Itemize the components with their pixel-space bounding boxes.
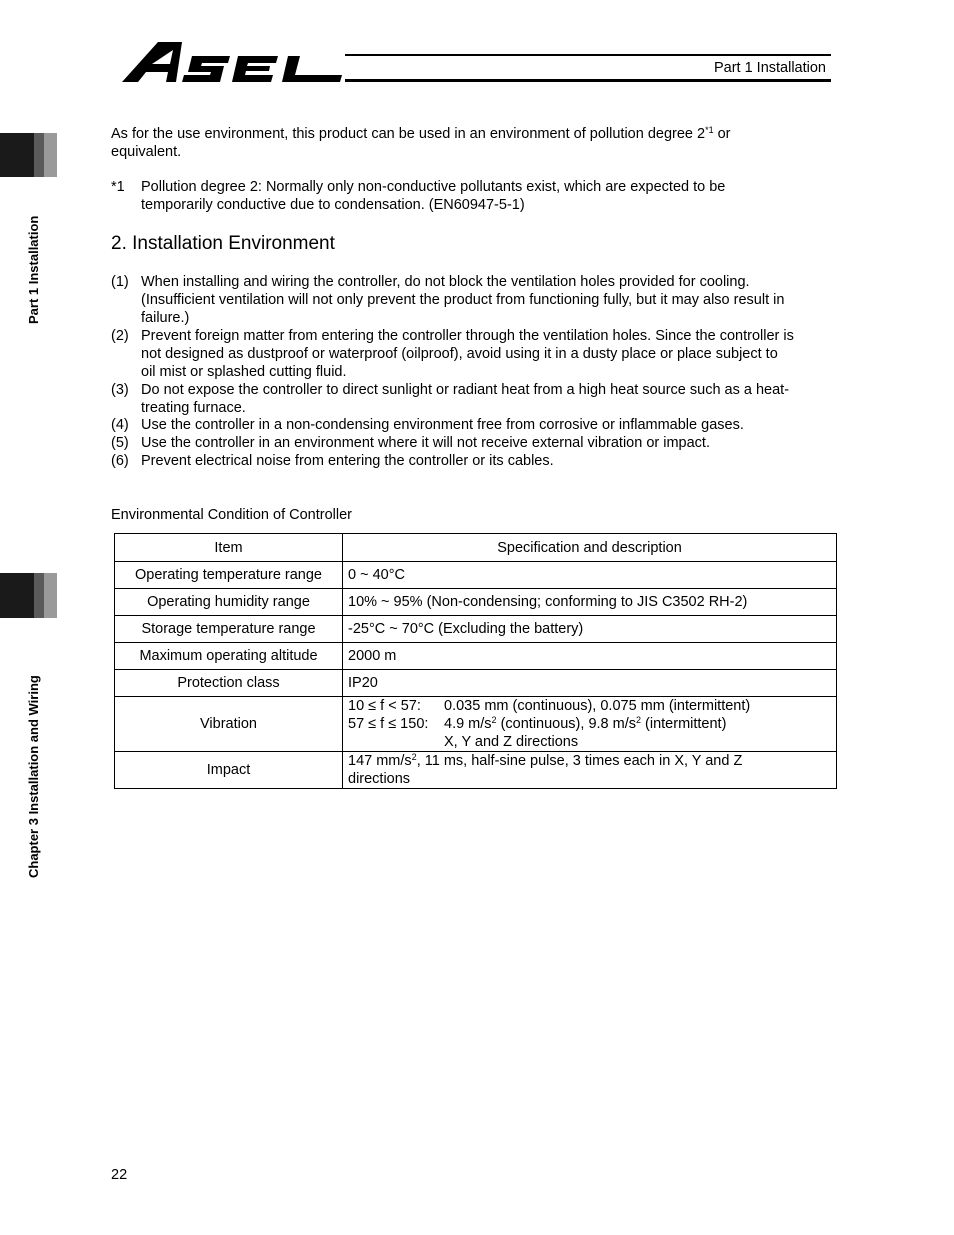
page-number: 22 [111, 1167, 128, 1183]
row-spec: -25°C ~ 70°C (Excluding the battery) [343, 616, 837, 643]
row-item: Storage temperature range [115, 616, 343, 643]
row-spec: 10% ~ 95% (Non-condensing; conforming to JIS C3502 RH-2) [343, 589, 837, 616]
list-item-text: Do not expose the controller to direct sunlight or radiant heat from a high heat source such as a heat- treating furnace. [141, 382, 790, 416]
logo-text: ASEL [120, 38, 123, 39]
vibration-spec: 10 ≤ f < 57: 0.035 mm (continuous), 0.075 mm (intermittent) 57 ≤ f ≤ 150: 4.9 $m/s^2$ (continuous), 9.8 $m/s^2$ (intermittent) X, Y and Z directions [343, 697, 837, 752]
header-section-label: Part 1 Installation [713, 60, 826, 76]
list-item-number: (6) [111, 453, 129, 469]
table-row [115, 670, 837, 697]
table-caption: Environmental Condition of Controller [111, 507, 352, 523]
table-row-vibration [115, 697, 837, 752]
list-item-text: Prevent foreign matter from entering the controller through the ventilation holes. Since the controller is not designed as dustproof or waterproof (oilproof), avoid using it in a dusty place or place subject to oil mist or splashed cutting fluid. [141, 328, 794, 380]
footnote-mark: *1 [111, 179, 125, 195]
list-item-number: (1) [111, 274, 129, 290]
row-item: Protection class [115, 670, 343, 697]
row-spec: 0 ~ 40°C [343, 562, 837, 589]
row-item: Operating humidity range [115, 589, 343, 616]
asel-logo [120, 38, 345, 88]
list-item-number: (3) [111, 382, 129, 398]
list-item-number: (4) [111, 417, 129, 433]
part-side-label: Part 1 Installation [26, 215, 41, 324]
list-item-text: Prevent electrical noise from entering the controller or its cables. [141, 453, 554, 469]
intro-paragraph: As for the use environment, this product can be used in an environment of pollution degree 2$^{*1}$ or equivalent. [111, 125, 731, 160]
row-item: Impact [115, 752, 343, 789]
table-row [115, 562, 837, 589]
list-item-number: (5) [111, 435, 129, 451]
table-row [115, 616, 837, 643]
chapter-side-label: Chapter 3 Installation and Wiring [26, 675, 41, 878]
list-item-text: When installing and wiring the controller, do not block the ventilation holes provided for cooling. (Insufficient ventilation will not only prevent the product from functioning fully, but it may also result in failure.) [141, 274, 785, 326]
table-row [115, 643, 837, 670]
table-row [115, 589, 837, 616]
header-item: Item [115, 534, 343, 562]
row-spec: 2000 m [343, 643, 837, 670]
header-rule-top [345, 54, 831, 56]
list-item-text: Use the controller in an environment where it will not receive external vibration or impact. [141, 435, 710, 451]
footnote-text: Pollution degree 2: Normally only non-conductive pollutants exist, which are expected to be temporarily conductive due to condensation. (EN60947-5-1) [141, 179, 726, 213]
part-tab-marker [0, 133, 57, 177]
section-heading: 2. Installation Environment [111, 233, 335, 254]
row-item: Maximum operating altitude [115, 643, 343, 670]
table-row-impact [115, 752, 837, 789]
header-rule-bottom [345, 79, 831, 82]
row-item: Operating temperature range [115, 562, 343, 589]
impact-spec: 147 $mm/s^2$, 11 ms, half-sine pulse, 3 times each in X, Y and Z directions [343, 752, 837, 789]
list-item-text: Use the controller in a non-condensing environment free from corrosive or inflammable gases. [141, 417, 744, 433]
list-item-number: (2) [111, 328, 129, 344]
environment-table [114, 533, 837, 789]
row-item: Vibration [115, 697, 343, 752]
chapter-tab-marker [0, 573, 57, 618]
row-spec: IP20 [343, 670, 837, 697]
table-header-row [115, 534, 837, 562]
header-spec: Specification and description [343, 534, 837, 562]
